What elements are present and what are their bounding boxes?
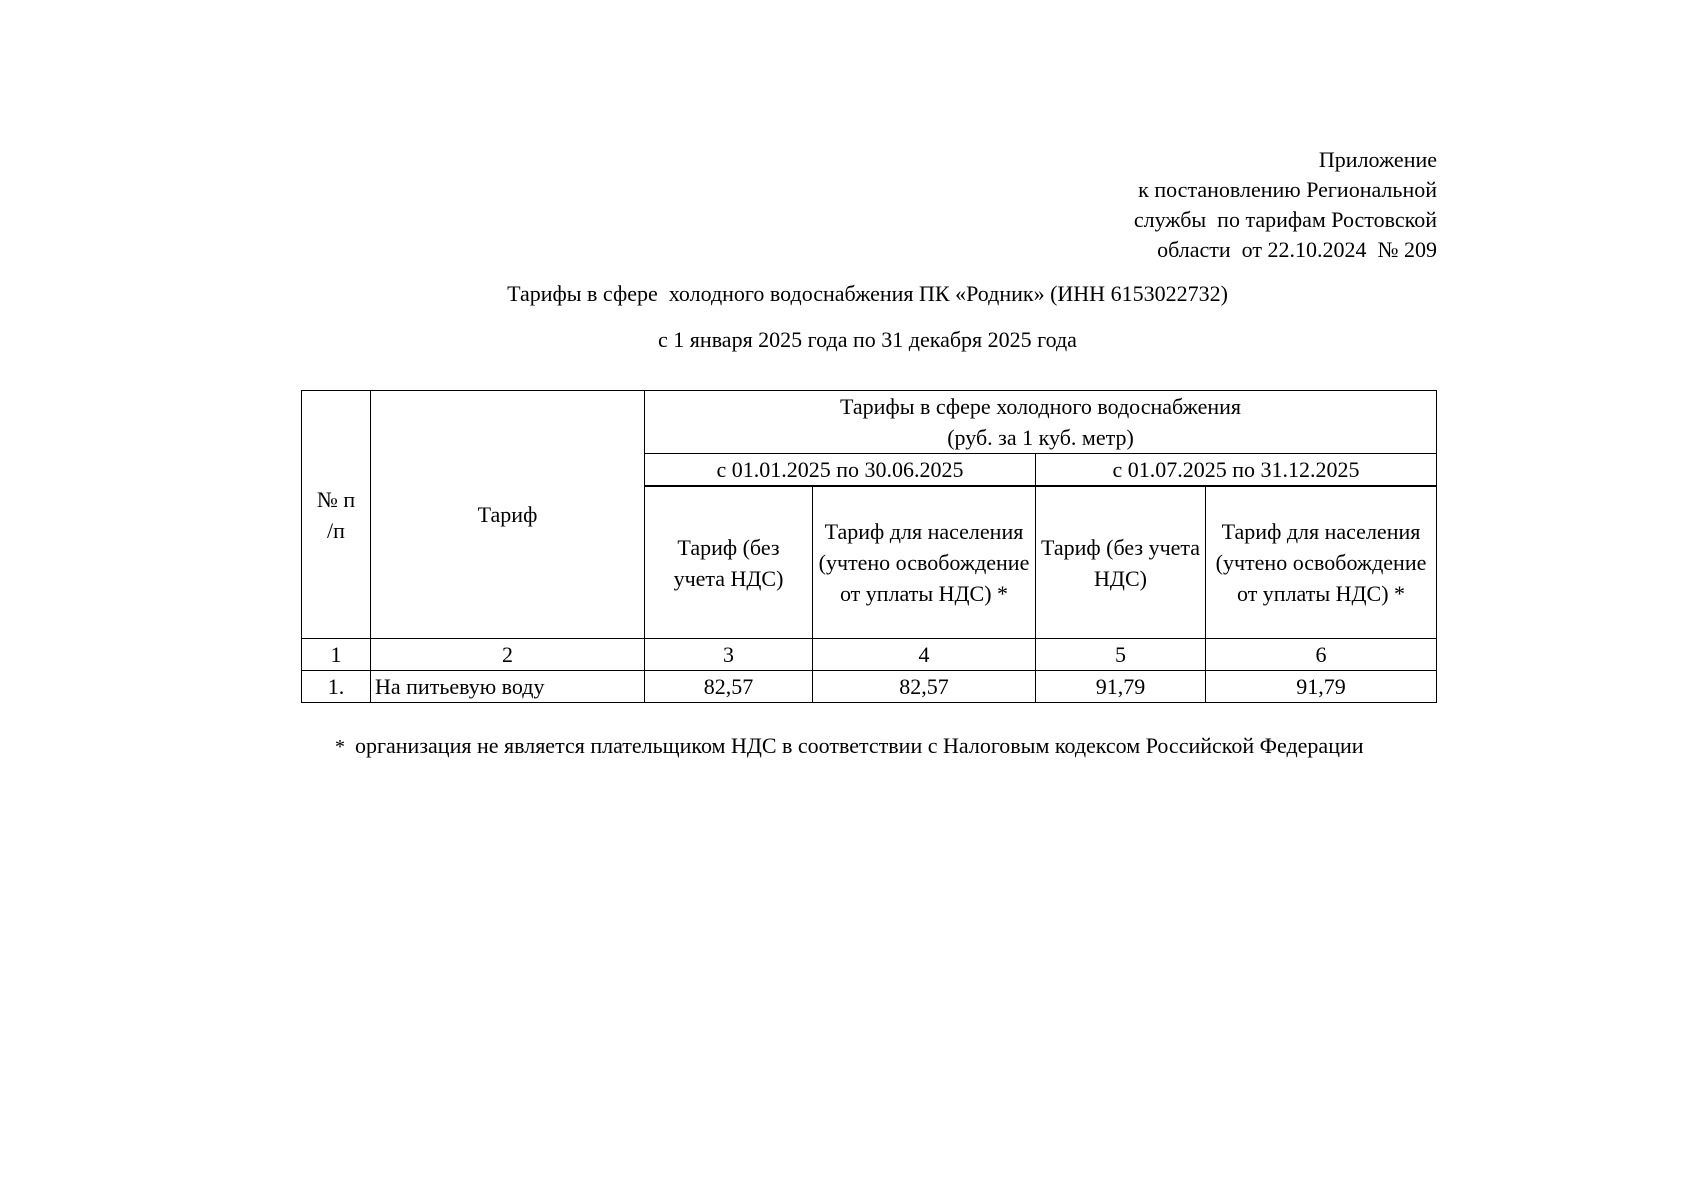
footnote-marker: *	[335, 736, 345, 758]
document-period: с 1 января 2025 года по 31 декабря 2025 года	[658, 327, 1077, 352]
table-row	[302, 671, 1437, 703]
row-p1-no-vat: 82,57	[645, 671, 813, 703]
header-p2-no-vat: Тариф (без учета НДС)	[1036, 486, 1206, 639]
header-p2-population: Тариф для населения (учтено освобождение от уплаты НДС) *	[1206, 486, 1437, 639]
column-number: 4	[813, 639, 1036, 671]
appendix-line-1: Приложение	[1318, 147, 1437, 172]
column-number: 2	[371, 639, 645, 671]
header-group	[645, 391, 1437, 454]
appendix-line-2: к постановлению Региональной	[1138, 177, 1437, 202]
row-p2-population: 91,79	[1206, 671, 1437, 703]
column-number: 1	[302, 639, 371, 671]
row-num: 1.	[302, 671, 371, 703]
header-period-2: с 01.07.2025 по 31.12.2025	[1036, 454, 1437, 487]
header-tariff: Тариф	[371, 391, 645, 639]
header-group-title: Тарифы в сфере холодного водоснабжения	[840, 394, 1241, 419]
row-p1-population: 82,57	[813, 671, 1036, 703]
column-number: 6	[1206, 639, 1437, 671]
column-number: 3	[645, 639, 813, 671]
appendix-line-3: службы по тарифам Ростовской	[1133, 207, 1437, 232]
header-period-1: с 01.01.2025 по 30.06.2025	[645, 454, 1036, 487]
footnote	[335, 730, 1395, 761]
header-p1-no-vat: Тариф (без учета НДС)	[645, 486, 813, 639]
header-num: № п /п	[302, 391, 371, 639]
header-p1-population: Тариф для населения (учтено освобождение от уплаты НДС) *	[813, 486, 1036, 639]
row-p2-no-vat: 91,79	[1036, 671, 1206, 703]
footnote-text: организация не является плательщиком НДС в соответствии с Налоговым кодексом Российской Федерации	[355, 733, 1364, 758]
row-name: На питьевую воду	[371, 671, 645, 703]
header-group-unit: (руб. за 1 куб. метр)	[947, 425, 1134, 450]
appendix-note	[1134, 145, 1437, 265]
appendix-line-4: области от 22.10.2024 № 209	[1157, 237, 1437, 262]
column-number: 5	[1036, 639, 1206, 671]
document-title: Тарифы в сфере холодного водоснабжения ПК «Родник» (ИНН 6153022732)	[507, 281, 1228, 306]
tariff-table	[301, 390, 1437, 703]
